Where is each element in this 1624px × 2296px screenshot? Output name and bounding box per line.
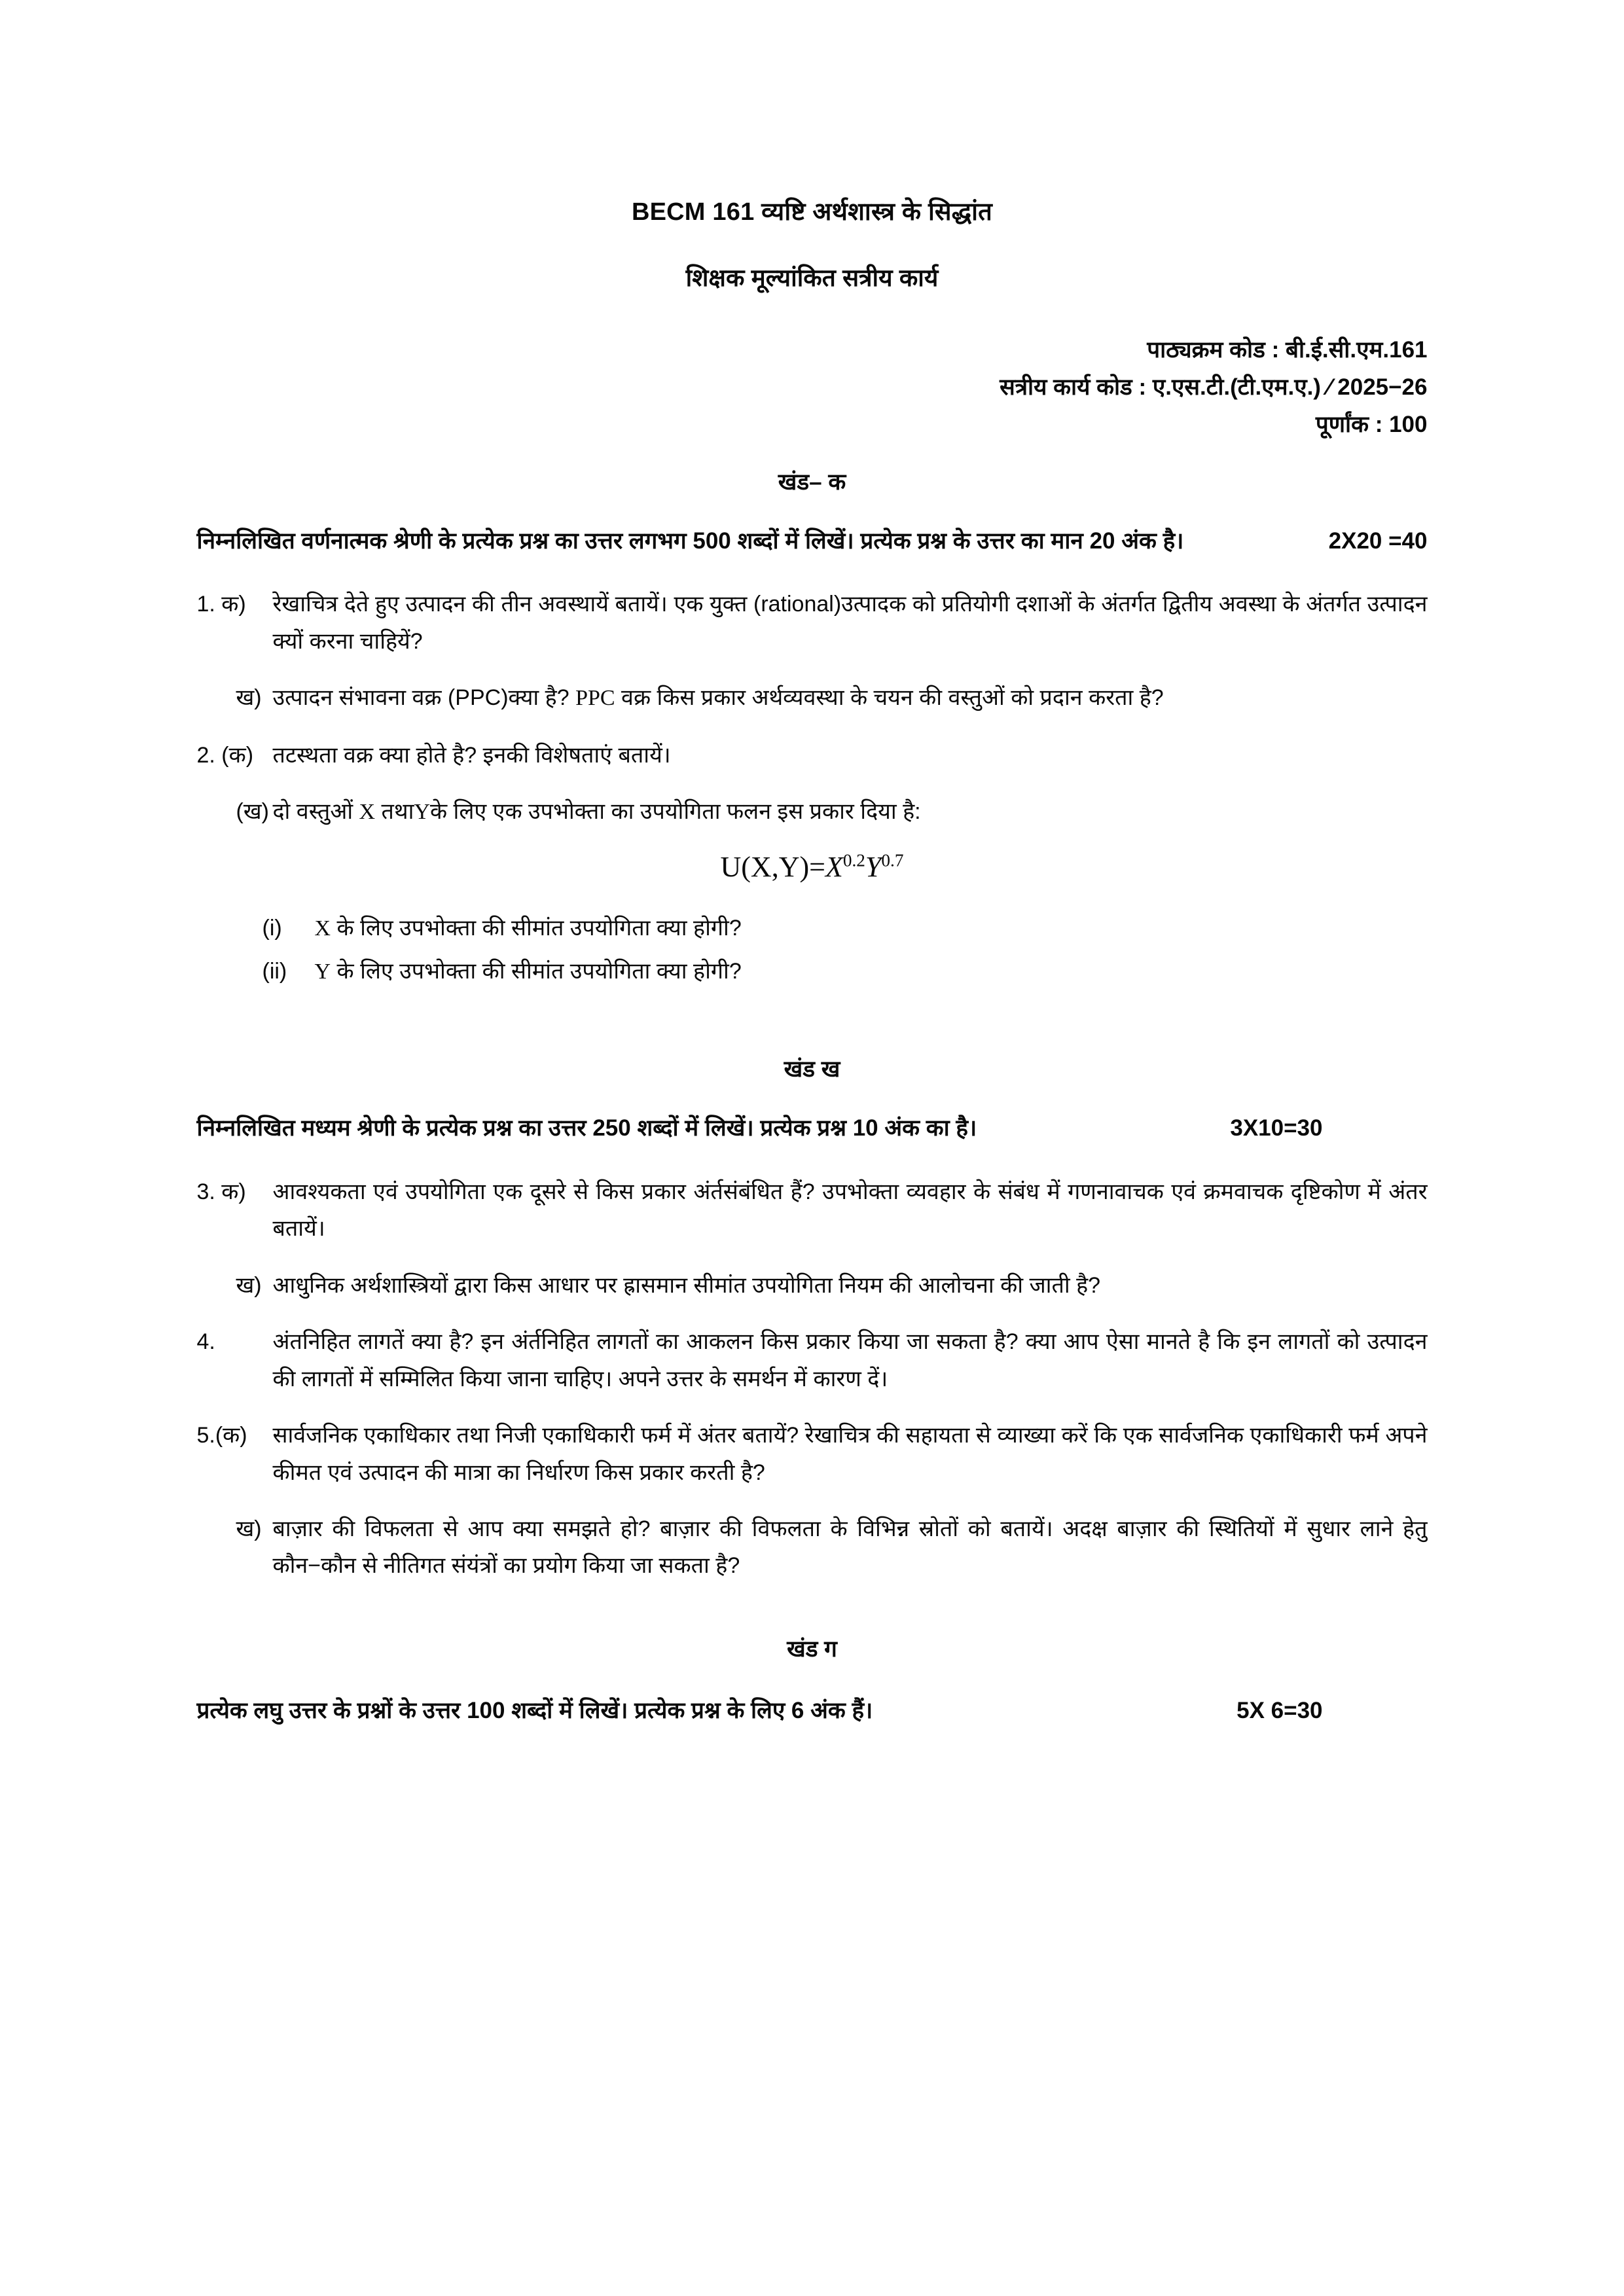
question-2a (197, 737, 1428, 774)
question-5a-number: 5.(क) (196, 1423, 247, 1448)
question-2b-item-i-number: (i) (262, 916, 282, 941)
question-3a (197, 1174, 1428, 1247)
formula-term2-exponent: 0.7 (881, 850, 904, 870)
item-ii-body: के लिए उपभोक्ता की सीमांत उपयोगिता क्या होगी? (331, 958, 742, 984)
question-4-number: 4. (196, 1329, 215, 1355)
section-c-instruction (197, 1693, 1428, 1730)
section-c-marks: 5X 6=30 (1236, 1697, 1323, 1723)
question-2b-text (273, 793, 1428, 831)
question-5b (197, 1511, 1428, 1585)
question-4-text: अंतनिहित लागतें क्या है? इन अंर्तनिहित लागतों का आकलन किस प्रकार किया जा सकता है? क्या आप ऐसा मानते है कि इन लागतों को उत्पादन की लागतों में सम्मिलित किया जाना चाहिए। अपने उत्तर के समर्थन में कारण दें। (272, 1329, 1428, 1391)
question-1b-text (273, 679, 1428, 717)
question-2b-item-i (197, 910, 1428, 947)
item-i-body: के लिए उपभोक्ता की सीमांत उपयोगिता क्या होगी? (331, 916, 742, 941)
good-y-symbol: Y (414, 799, 430, 824)
formula-term1-exponent: 0.2 (842, 850, 865, 870)
assignment-code-line: सत्रीय कार्य कोड : ए.एस.टी.(टी.एम.ए.) ⁄ 2025−26 (1000, 374, 1428, 401)
formula-lhs: U(X,Y)= (720, 851, 825, 884)
max-marks-line: पूर्णांक : 100 (1315, 411, 1428, 437)
question-3a-number: 3. क) (196, 1179, 246, 1204)
section-a-instruction (197, 523, 1428, 560)
item-ii-symbol: Y (314, 959, 331, 984)
section-a-marks: 2X20 =40 (1328, 528, 1428, 554)
question-1b-text-post: वक्र किस प्रकार अर्थव्यवस्था के चयन की वस्तुओं को प्रदान करता है? (615, 685, 1164, 711)
question-2b-item-ii (197, 953, 1428, 990)
question-5b-number: ख) (236, 1516, 262, 1542)
question-3b (197, 1267, 1428, 1304)
question-2b-text-mid: तथा (375, 798, 414, 824)
page-title: BECM 161 व्यष्टि अर्थशास्त्र के सिद्धांत (631, 198, 993, 226)
formula-term1-base: X (825, 851, 843, 884)
question-4 (197, 1323, 1428, 1397)
code-block (197, 332, 1428, 443)
item-i-symbol: X (314, 916, 331, 941)
section-a-instruction-text: निम्नलिखित वर्णनात्मक श्रेणी के प्रत्येक प्रश्न का उत्तर लगभग 500 शब्दों में लिखें। प्रत्येक प्रश्न के उत्तर का मान 20 अंक है। (196, 528, 1184, 554)
utility-function-formula (197, 850, 1428, 884)
question-1b (197, 679, 1428, 717)
question-1b-text-pre: उत्पादन संभावना वक्र (PPC)क्या है? (272, 685, 576, 711)
good-x-symbol: X (359, 799, 376, 824)
question-2b-subitems (197, 910, 1428, 990)
question-2a-text: तटस्थता वक्र क्या होते है? इनकी विशेषताएं बतायें। (272, 742, 671, 768)
question-2b-item-i-text (315, 910, 1428, 947)
formula-term2-base: Y (865, 851, 882, 884)
question-1a-number: 1. क) (196, 592, 246, 617)
question-5a-text: सार्वजनिक एकाधिकार तथा निजी एकाधिकारी फर्म में अंतर बतायें? रेखाचित्र की सहायता से व्याख्या करें कि एक सार्वजनिक एकाधिकारी फर्म अपने कीमत एवं उत्पादन की मात्रा का निर्धारण किस प्रकार करती है? (272, 1423, 1428, 1485)
question-3b-number: ख) (236, 1272, 262, 1298)
course-code-line: पाठ्यक्रम कोड : बी.ई.सी.एम.161 (1147, 337, 1428, 363)
section-heading-a: खंड– क (778, 469, 846, 495)
section-c-instruction-text: प्रत्येक लघु उत्तर के प्रश्नों के उत्तर 100 शब्दों में लिखें। प्रत्येक प्रश्न के लिए 6 अंक हैं। (196, 1697, 873, 1723)
question-3a-text: आवश्यकता एवं उपयोगिता एक दूसरे से किस प्रकार अंर्तसंबंधित हैं? उपभोक्ता व्यवहार के संबंध में गणनावाचक एवं क्रमवाचक दृष्टिकोण में अंतर बतायें। (272, 1179, 1428, 1242)
question-2b-text-post: के लिए एक उपभोक्ता का उपयोगिता फलन इस प्रकार दिया है: (430, 798, 921, 824)
section-heading-b: खंड ख (784, 1056, 840, 1083)
document-body (197, 196, 1428, 1730)
page-subtitle: शिक्षक मूल्यांकित सत्रीय कार्य (685, 264, 939, 292)
question-5a (197, 1417, 1428, 1491)
question-2a-number: 2. (क) (196, 742, 254, 768)
section-b-marks: 3X10=30 (1230, 1115, 1323, 1141)
question-1a-text: रेखाचित्र देते हुए उत्पादन की तीन अवस्थायें बतायें। एक युक्त (rational)उत्पादक को प्रतियोगी दशाओं के अंतर्गत द्वितीय अवस्था के अंतर्गत उत्पादन क्यों करना चाहियें? (272, 592, 1428, 654)
question-2b-text-pre: दो वस्तुओं (272, 798, 359, 824)
question-2b-number: (ख) (236, 798, 269, 824)
question-1a (197, 586, 1428, 660)
section-heading-c: खंड ग (787, 1636, 837, 1662)
question-1b-number: ख) (236, 685, 262, 711)
ppc-abbreviation: PPC (575, 686, 615, 711)
question-2b-item-ii-text (315, 953, 1428, 990)
section-b-instruction-text: निम्नलिखित मध्यम श्रेणी के प्रत्येक प्रश्न का उत्तर 250 शब्दों में लिखें। प्रत्येक प्रश्न 10 अंक का है। (196, 1115, 977, 1141)
section-b-instruction (197, 1110, 1428, 1147)
question-2b (197, 793, 1428, 831)
question-2b-item-ii-number: (ii) (262, 958, 287, 984)
question-3b-text: आधुनिक अर्थशास्त्रियों द्वारा किस आधार पर ह्रासमान सीमांत उपयोगिता नियम की आलोचना की जाती है? (272, 1272, 1101, 1298)
question-5b-text: बाज़ार की विफलता से आप क्या समझते हो? बाज़ार की विफलता के विभिन्न स्रोतों को बतायें। अदक्ष बाज़ार की स्थितियों में सुधार लाने हेतु कौन−कौन से नीतिगत संयंत्रों का प्रयोग किया जा सकता है? (272, 1516, 1428, 1579)
